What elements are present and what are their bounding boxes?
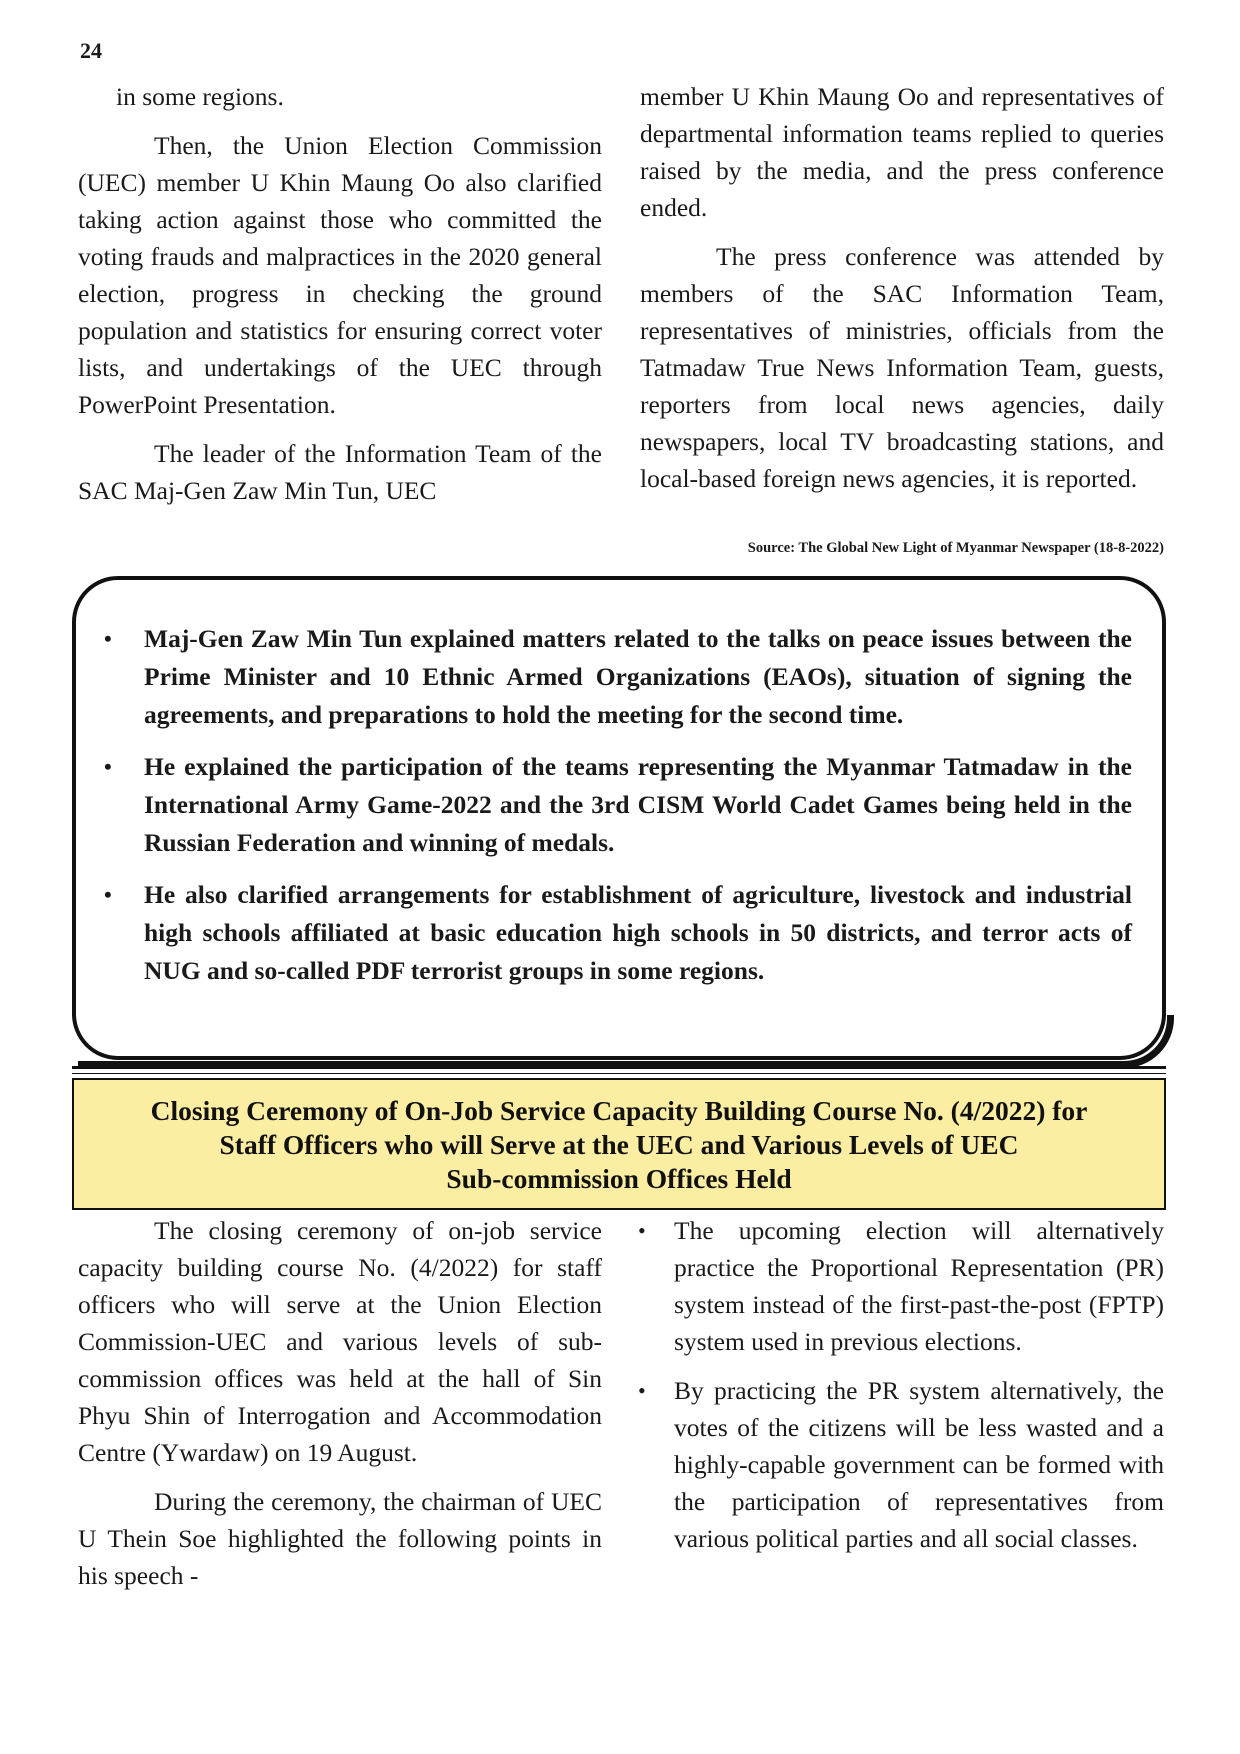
highlight-text: He explained the participation of the teams representing the Myanmar Tatmadaw in the International Army Game-2022 and the 3rd CISM World Cadet Games being held in the Russian Federation and winning of medals.	[144, 752, 1132, 857]
highlight-item	[104, 876, 1132, 990]
highlight-text: Maj-Gen Zaw Min Tun explained matters related to the talks on peace issues between the Prime Minister and 10 Ethnic Armed Organizations (EAOs), situation of signing the agreements, and preparations to hold the meeting for the second time.	[144, 624, 1132, 729]
page-number: 24	[80, 38, 102, 63]
highlight-box-shadow	[78, 1015, 1174, 1068]
top-right-paragraph-1: member U Khin Maung Oo and representatives of departmental information teams replied to queries raised by the media, and the press conference ended.	[640, 82, 1164, 222]
highlight-box	[72, 576, 1166, 1060]
speech-point	[636, 1212, 1164, 1360]
headline-line-3: Sub-commission Offices Held	[446, 1163, 792, 1194]
top-left-paragraph-1: in some regions.	[116, 82, 284, 111]
bullet-icon: •	[638, 1218, 646, 1243]
top-right-paragraph-2: The press conference was attended by members of the SAC Information Team, representatives of ministries, officials from the Tatmadaw True News Information Team, guests, reporters from local news agencies, daily newspapers, local TV broadcasting stations, and local-based foreign news agencies, it is reported.	[640, 242, 1164, 493]
bullet-icon: •	[104, 882, 112, 907]
headline-line-2: Staff Officers who will Serve at the UEC and Various Levels of UEC	[219, 1129, 1019, 1160]
highlight-text: He also clarified arrangements for establishment of agriculture, livestock and industrial high schools affiliated at basic education high schools in 50 districts, and terror acts of NUG and so-called PDF terrorist groups in some regions.	[144, 880, 1132, 985]
top-right-column	[640, 78, 1164, 509]
bullet-icon: •	[104, 754, 112, 779]
speech-points-list	[636, 1212, 1164, 1557]
top-left-paragraph-2: Then, the Union Election Commission (UEC) member U Khin Maung Oo also clarified taking action against those who committed the voting frauds and malpractices in the 2020 general election, progress in checking the ground population and statistics for ensuring correct voter lists, and undertakings of the UEC through PowerPoint Presentation.	[78, 131, 602, 419]
top-left-column	[78, 78, 602, 521]
highlight-list	[104, 620, 1132, 990]
headline-line-1: Closing Ceremony of On-Job Service Capacity Building Course No. (4/2022) for	[150, 1095, 1088, 1126]
top-left-paragraph-3: The leader of the Information Team of the SAC Maj-Gen Zaw Min Tun, UEC	[78, 439, 602, 505]
bottom-left-paragraph-2: During the ceremony, the chairman of UEC U Thein Soe highlighted the following points in his speech -	[78, 1487, 602, 1590]
source-credit: Source: The Global New Light of Myanmar Newspaper (18-8-2022)	[747, 540, 1164, 556]
section-divider	[72, 1066, 1166, 1074]
speech-point-text: By practicing the PR system alternatively, the votes of the citizens will be less wasted and a highly-capable government can be formed with the participation of representatives from various political parties and all social classes.	[674, 1376, 1164, 1553]
highlight-item	[104, 748, 1132, 862]
bullet-icon: •	[104, 626, 112, 651]
highlight-item	[104, 620, 1132, 734]
speech-point	[636, 1372, 1164, 1557]
bullet-icon: •	[638, 1378, 646, 1403]
speech-point-text: The upcoming election will alternatively practice the Proportional Representation (PR) system instead of the first-past-the-post (FPTP) system used in previous elections.	[674, 1216, 1164, 1356]
bottom-right-column	[636, 1212, 1164, 1569]
bottom-left-column	[78, 1212, 602, 1606]
article-headline	[72, 1078, 1166, 1210]
bottom-left-paragraph-1: The closing ceremony of on-job service capacity building course No. (4/2022) for staff officers who will serve at the Union Election Commission-UEC and various levels of sub-commission offices was held at the hall of Sin Phyu Shin of Interrogation and Accommodation Centre (Ywardaw) on 19 August.	[78, 1216, 602, 1467]
